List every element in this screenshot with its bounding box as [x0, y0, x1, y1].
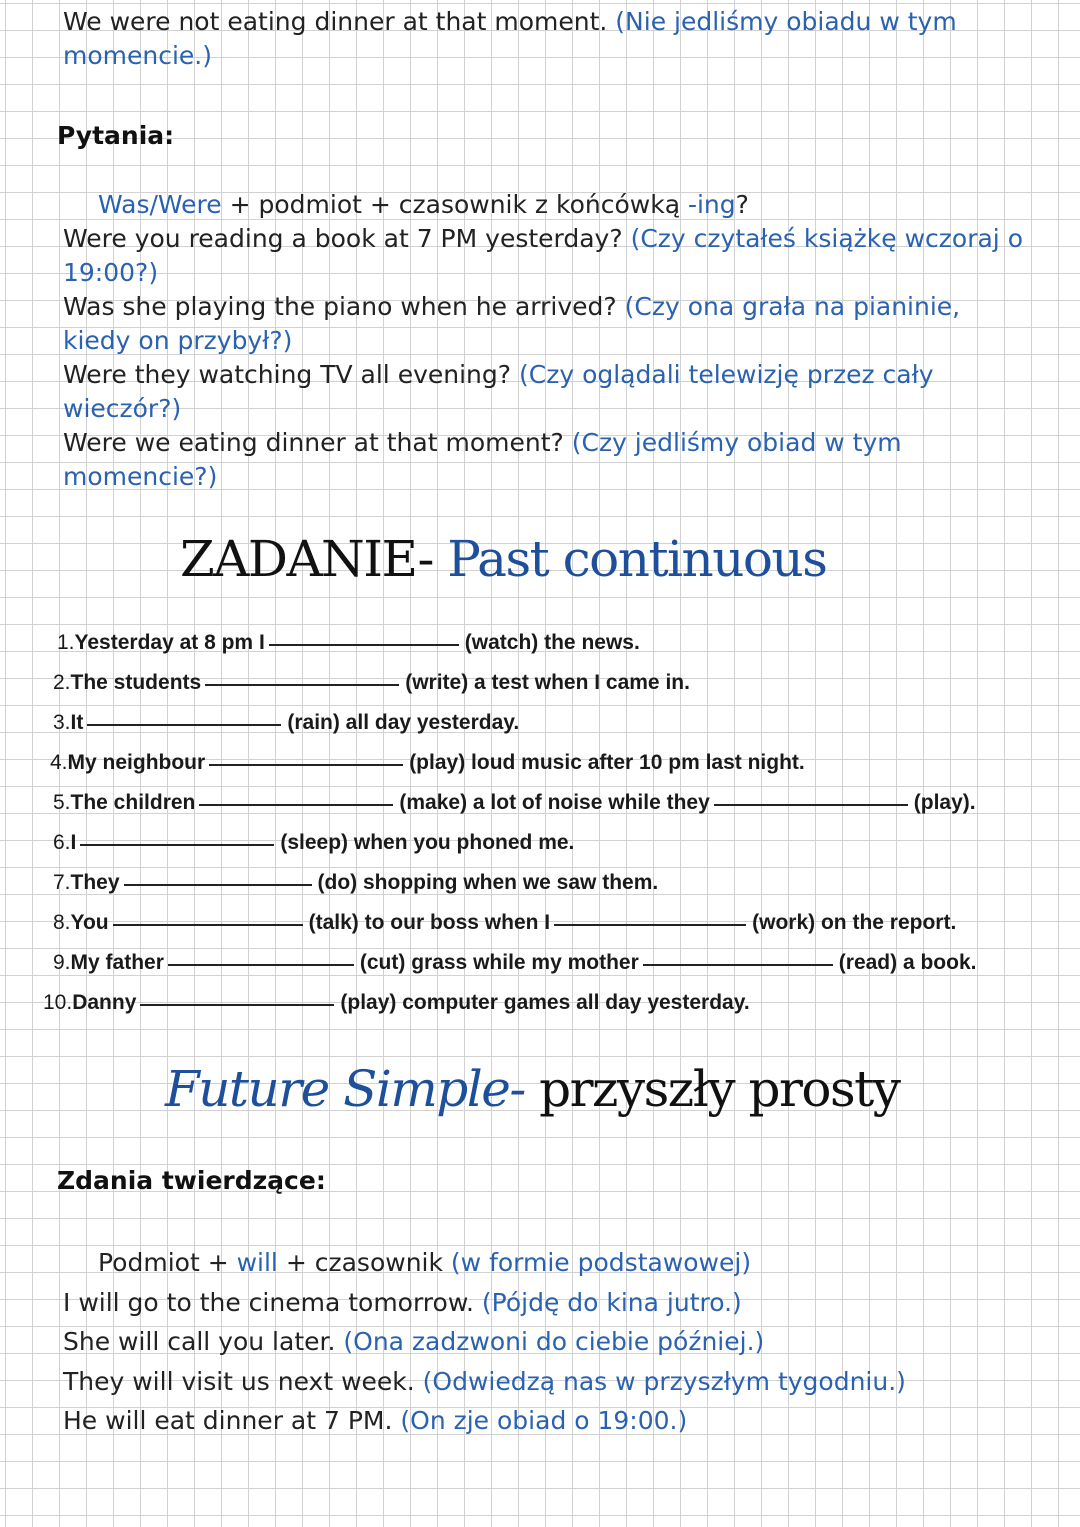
- exercise-item: 4.My neighbour (play) loud music after 10 pm last night.: [50, 751, 805, 774]
- question-example-cont: momencie?): [63, 462, 218, 491]
- exercise-title: ZADANIE- Past continuous: [180, 530, 827, 588]
- exercise-item: 2.The students (write) a test when I came in.: [53, 671, 690, 694]
- exercise-item: 5.The children (make) a lot of noise while they (play).: [53, 791, 976, 814]
- question-example: Were we eating dinner at that moment? (Czy jedliśmy obiad w tym: [63, 428, 902, 457]
- question-example: Were you reading a book at 7 PM yesterday? (Czy czytałeś książkę wczoraj o: [63, 224, 1023, 253]
- future-example: She will call you later. (Ona zadzwoni do ciebie później.): [63, 1327, 765, 1356]
- future-example: They will visit us next week. (Odwiedzą nas w przyszłym tygodniu.): [63, 1366, 906, 1396]
- affirmative-heading: Zdania twierdzące:: [57, 1166, 326, 1195]
- negative-english: We were not eating dinner at that moment.: [63, 7, 608, 36]
- answer-blank[interactable]: [209, 763, 403, 766]
- exercise-item: 9.My father (cut) grass while my mother (read) a book.: [53, 951, 977, 974]
- question-example-cont: kiedy on przybył?): [63, 326, 293, 355]
- answer-blank[interactable]: [80, 843, 274, 846]
- question-pattern: Was/Were + podmiot + czasownik z końcówką -ing?: [98, 190, 749, 219]
- exercise-item: 8.You (talk) to our boss when I (work) on the report.: [53, 911, 957, 934]
- answer-blank[interactable]: [199, 803, 393, 806]
- future-example: I will go to the cinema tomorrow. (Pójdę do kina jutro.): [63, 1287, 742, 1317]
- answer-blank[interactable]: [554, 923, 746, 926]
- answer-blank[interactable]: [714, 803, 908, 806]
- negative-polish: (Nie jedliśmy obiadu w tym: [615, 7, 957, 36]
- future-block: [63, 1243, 906, 1441]
- question-example: Was she playing the piano when he arrived? (Czy ona grała na pianinie,: [63, 292, 961, 321]
- question-example-cont: wieczór?): [63, 394, 182, 423]
- negative-polish-cont: momencie.): [63, 41, 212, 70]
- answer-blank[interactable]: [269, 643, 459, 646]
- negative-example: [63, 5, 957, 73]
- questions-block: [63, 188, 1023, 494]
- question-example-cont: 19:00?): [63, 258, 159, 287]
- exercise-item: 7.They (do) shopping when we saw them.: [53, 871, 659, 894]
- answer-blank[interactable]: [140, 1003, 334, 1006]
- exercise-item: 1.Yesterday at 8 pm I (watch) the news.: [57, 631, 640, 654]
- exercise-item: 3.It (rain) all day yesterday.: [53, 711, 520, 734]
- answer-blank[interactable]: [205, 683, 399, 686]
- answer-blank[interactable]: [124, 883, 312, 886]
- exercise-item: 10.Danny (play) computer games all day yesterday.: [43, 991, 750, 1014]
- answer-blank[interactable]: [168, 963, 354, 966]
- questions-heading: Pytania:: [57, 121, 175, 150]
- future-title: Future Simple- przyszły prosty: [165, 1060, 900, 1118]
- question-example: Were they watching TV all evening? (Czy oglądali telewizję przez cały: [63, 360, 934, 389]
- answer-blank[interactable]: [87, 723, 281, 726]
- exercise-item: 6.I (sleep) when you phoned me.: [53, 831, 575, 854]
- answer-blank[interactable]: [113, 923, 303, 926]
- answer-blank[interactable]: [643, 963, 833, 966]
- future-pattern: Podmiot + will + czasownik (w formie podstawowej): [98, 1248, 752, 1277]
- future-example: He will eat dinner at 7 PM. (On zje obiad o 19:00.): [63, 1406, 688, 1435]
